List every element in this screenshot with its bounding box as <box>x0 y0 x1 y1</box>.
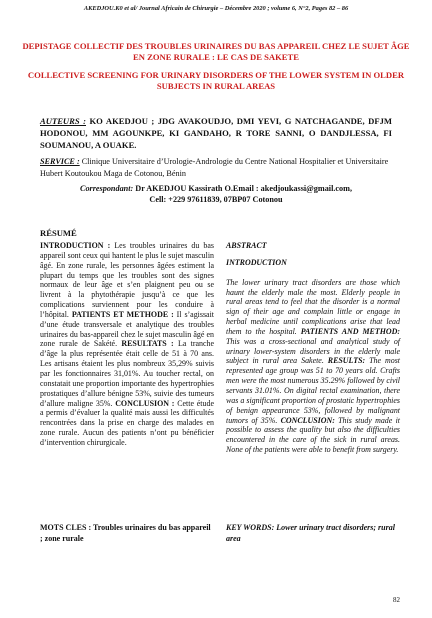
abstract-intro-text: The lower urinary tract disorders are those which haunt the elderly male the most. Elderly people in rural areas tend to feel that the disorder is a normal sign of their age and complain little or engage in herbal medicine until complications arise that lead them to the hospital. <box>226 277 400 336</box>
abstract-body <box>226 241 400 455</box>
resume-conclusion-label: CONCLUSION : <box>115 398 175 408</box>
abstract-intro-heading: INTRODUCTION <box>226 257 287 267</box>
abstract-conclusion-text: This study made it possible to assess the quality but also the difficulties encountered in the care of the sick in rural areas. None of the patients were able to benefit from surgery. <box>226 415 400 455</box>
service-text: Clinique Universitaire d’Urologie-Andrologie du Centre National Hospitalier et Universitaire Hubert Koutoukou Maga de Cotonou, Bénin <box>40 157 389 178</box>
article-title-english: COLLECTIVE SCREENING FOR URINARY DISORDERS OF THE LOWER SYSTEM IN OLDER SUBJECTS IN RURAL AREAS <box>27 70 405 91</box>
correspondant-label: Correspondant: <box>80 184 134 193</box>
page-number: 82 <box>393 596 400 604</box>
resume-methode-label: PATIENTS ET METHODE : <box>71 309 174 319</box>
correspondence-block <box>40 183 392 205</box>
abstract-method-text: This was a cross-sectional and analytical study of urinary lower-system disorders in the elderly male subject in rural area Sakete. <box>226 336 400 366</box>
authors-label: AUTEURS : <box>40 116 86 126</box>
resume-resultats-label: RESULTATS : <box>121 339 174 349</box>
cell-text: Cell: +229 97611839, 07BP07 Cotonou <box>149 195 283 205</box>
resume-conclusion-text: Cette étude a permis d’évaluer la qualité mais aussi les difficultés rencontrées dans la prise en charge des malades en zone rurale. Aucun des patients n’ont pu bénéficier d’intervention chirurgicale. <box>40 398 214 447</box>
authors-block <box>40 115 392 152</box>
resume-body <box>40 241 214 448</box>
abstract-conclusion-label: CONCLUSION: <box>280 415 335 425</box>
service-block <box>40 156 392 179</box>
abstract-method-label: PATIENTS AND METHOD: <box>300 326 400 336</box>
service-label: SERVICE : <box>40 157 80 166</box>
abstract-heading: ABSTRACT <box>226 241 267 250</box>
abstract-paragraph <box>226 278 400 455</box>
key-words: KEY WORDS: Lower urinary tract disorders; rural area <box>226 523 395 543</box>
resume-intro-label: INTRODUCTION : <box>40 241 111 250</box>
resume-resultats-text: La tranche d’âge la plus représentée était celle de 51 à 70 ans. Les artisans étaient les plus nombreux 35,29% suivis par les fonctionnaires 31,01%. Au toucher rectal, on constatait une proportion importante des hypertrophies prostatiques d’allure bénigne 53%, suivie des tumeurs d’allure maligne 35%. <box>40 339 215 408</box>
resume-methode-text: Il s’agissait d’une étude transversale et analytique des troubles urinaires du bas-appareil chez le sujet masculin âgé en zone rurale de Sakété. <box>40 309 214 349</box>
abstract-results-text: The most represented age group was 51 to 70 years old. Crafts men were the most numerous 35.29% followed by civil servants 31.01%. On digital rectal examination, there was a significant proportion of prostatic hypertrophies of benign appearance 53%, followed by malignant tumors of 35%. <box>226 356 400 425</box>
running-header: AKEDJOU.K0 et al/ Journal Africain de Chirurgie – Décembre 2020 ; volume 6, N°2, Pages 82 – 86 <box>83 5 349 12</box>
authors-list: KO AKEDJOU ; JDG AVAKOUDJO, DMI YEVI, G NATCHAGANDE, DFJM HODONOU, MM AGOUNKPE, KI GANDAHO, R TORE SANNI, O DANDJLESSA, FI SOUMANOU, A OUAKE. <box>40 116 393 151</box>
correspondant-text: Dr AKEDJOU Kassirath O.Email : akedjoukassi@gmail.com, <box>135 184 352 193</box>
abstract-results-label: RESULTS: <box>327 356 366 366</box>
resume-heading: RÉSUMÉ <box>40 228 77 238</box>
mots-cles: MOTS CLES : Troubles urinaires du bas appareil ; zone rurale <box>40 523 211 543</box>
resume-intro-text: Les troubles urinaires du bas appareil sont ceux qui hantent le plus le sujet masculin âgé. En zone rurale, les personnes âgées estiment la plupart du temps que les troubles sont des signes normaux de leur âge et s’en plaignent peu ou se livrent à la phytothérapie jusqu’à ce que les complications surviennent pour les conduire à l’hôpital. <box>40 241 215 319</box>
article-title-french: DEPISTAGE COLLECTIF DES TROUBLES URINAIRES DU BAS APPAREIL CHEZ LE SUJET ÂGE EN ZONE RURALE : LE CAS DE SAKETE <box>22 41 410 62</box>
